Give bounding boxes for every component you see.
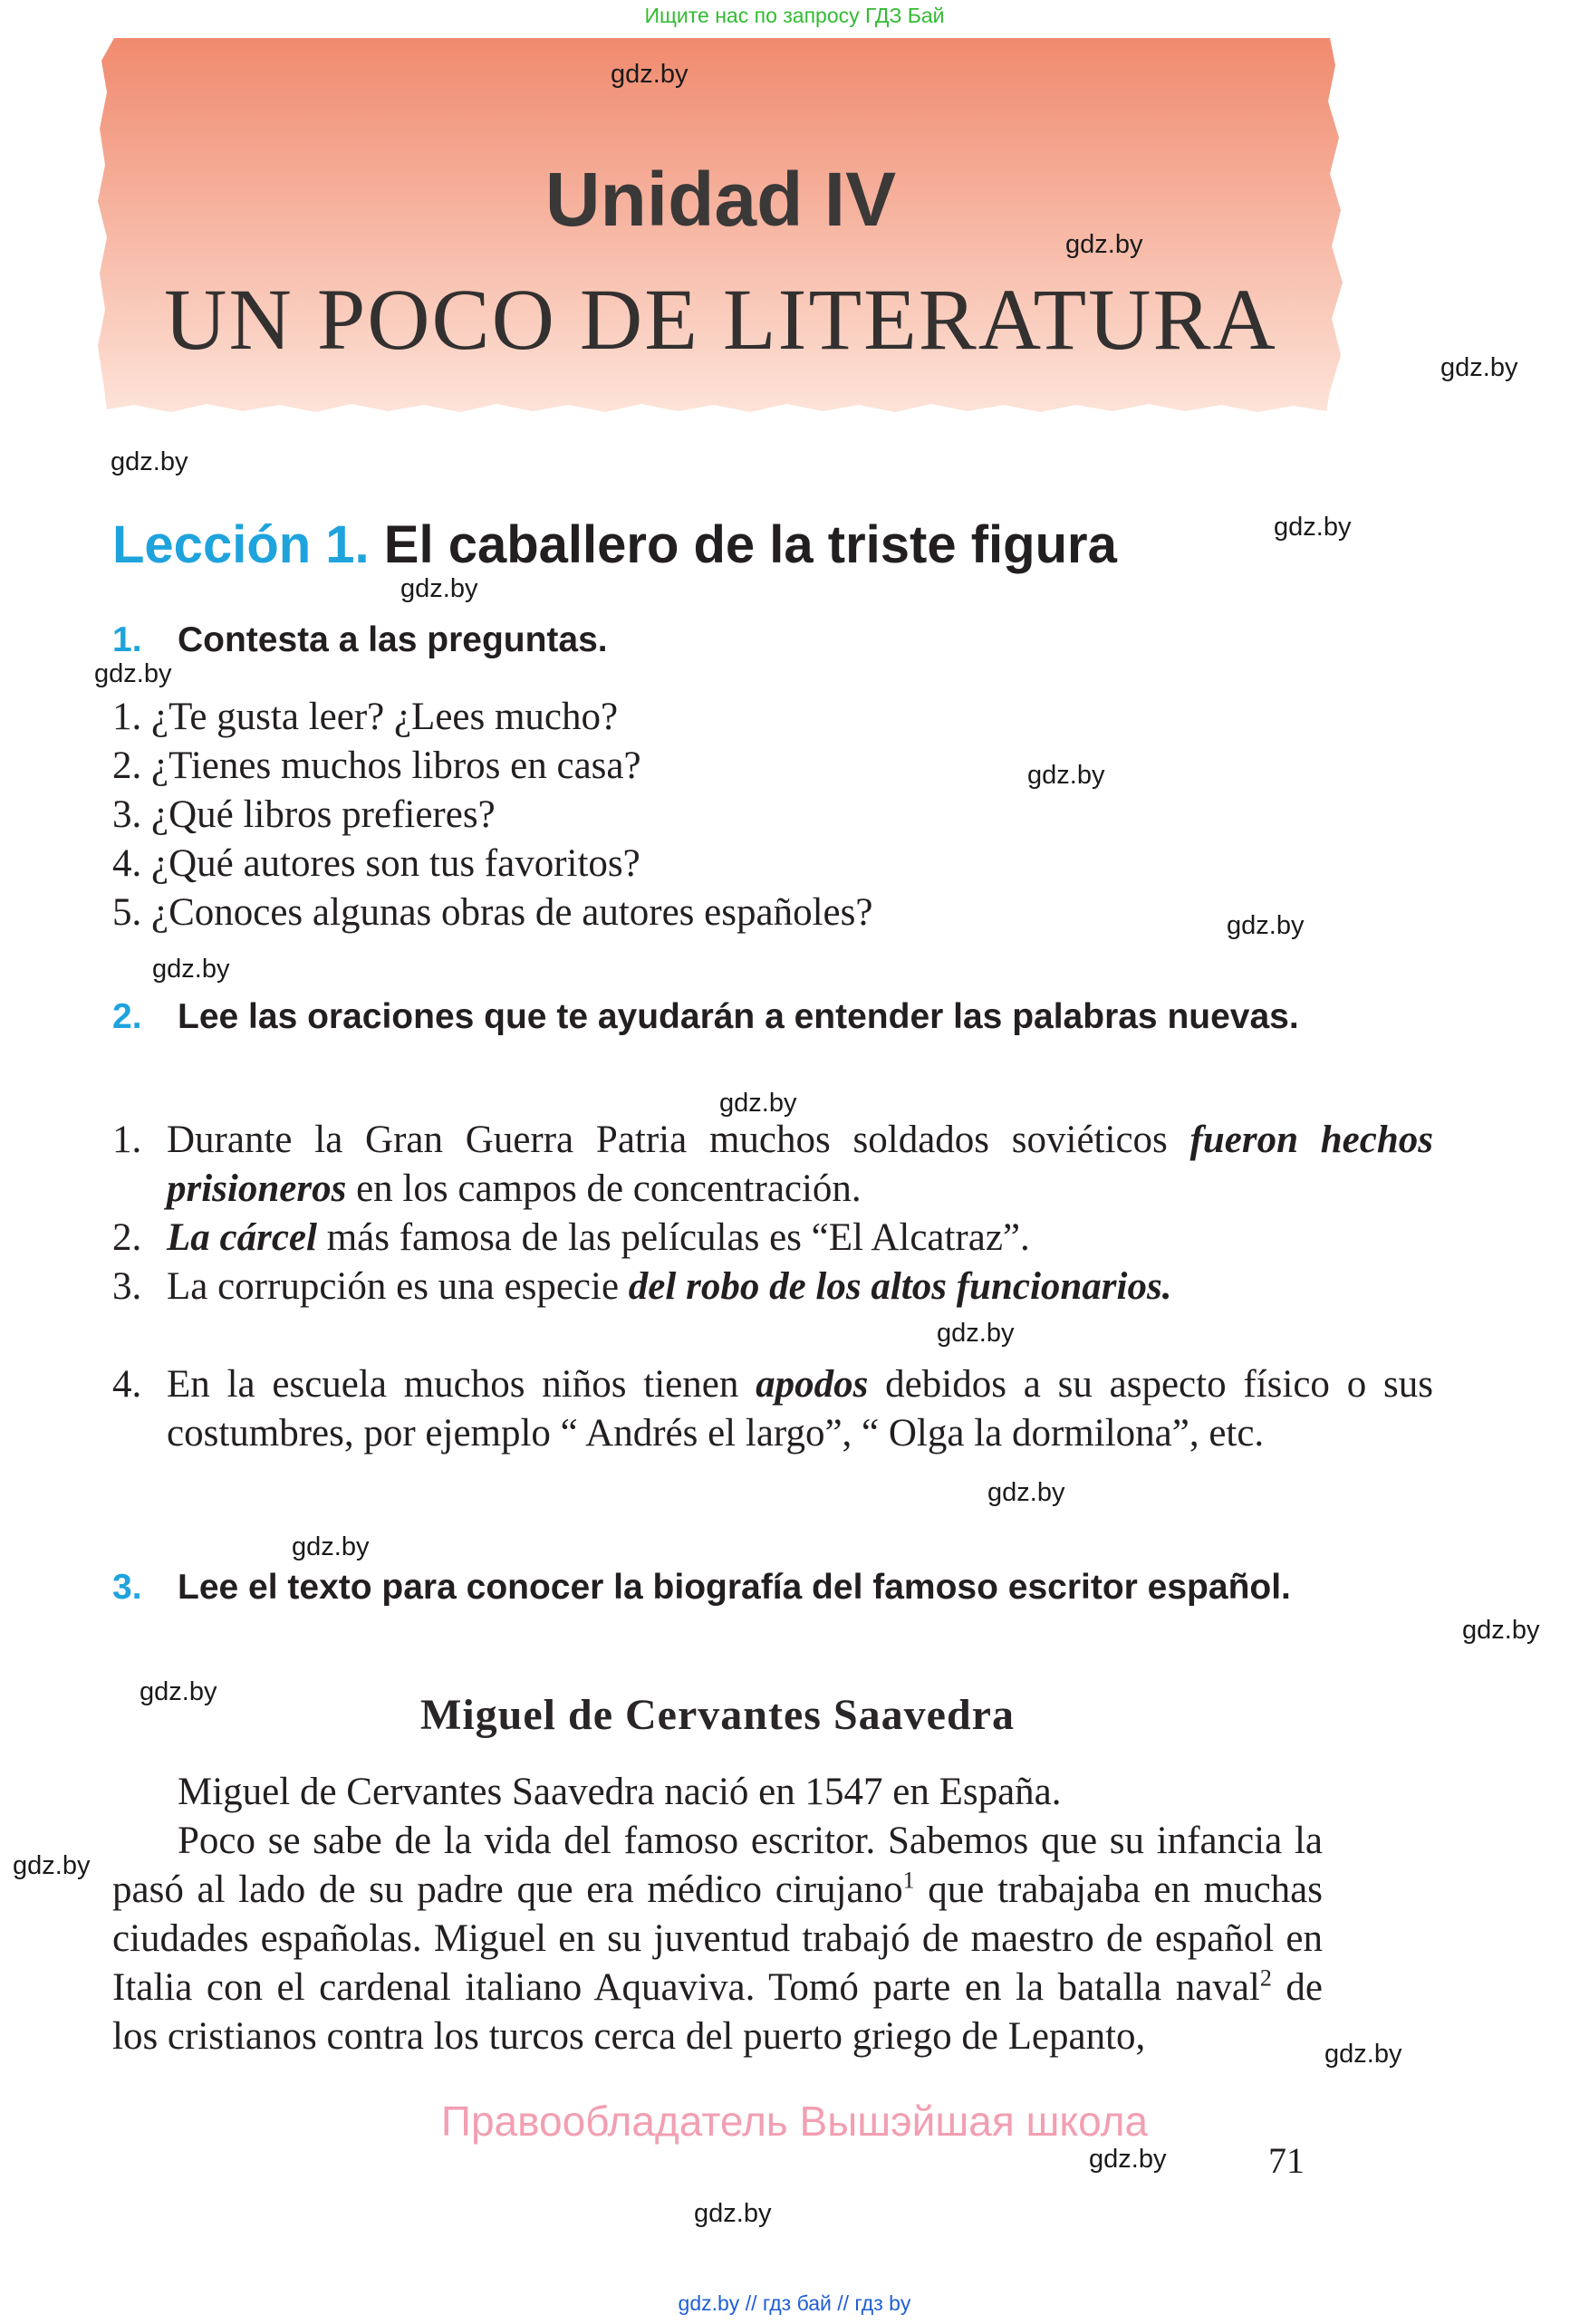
item-emphasis: apodos [756, 1363, 869, 1406]
item-text: más famosa de las películas es “El Alcatraz”. [316, 1216, 1030, 1259]
question-4: 4. ¿Qué autores son tus favoritos? [112, 842, 640, 885]
footer-links[interactable]: gdz.by // гдз бай // гдз by [678, 2291, 911, 2315]
text-heading: Miguel de Cervantes Saavedra [420, 1691, 1015, 1739]
page-number: 71 [1268, 2140, 1305, 2181]
question-3: 3. ¿Qué libros prefieres? [112, 793, 496, 836]
watermark: gdz.by [1440, 353, 1518, 382]
task-number: 1. [112, 620, 142, 659]
watermark: gdz.by [1274, 513, 1352, 542]
item-number: 2. [112, 1216, 142, 1259]
watermark: gdz.by [1462, 1616, 1540, 1645]
top-note[interactable]: Ищите нас по запросу ГДЗ Бай [644, 4, 945, 27]
lesson-number: Lección 1. [112, 515, 370, 574]
task-number: 2. [112, 997, 142, 1036]
item-number: 4. [112, 1363, 142, 1406]
item-text: debidos a su aspecto físico o sus costumbres, por ejemplo “ Andrés el largo”, “ Olga la dormilona”, etc. [167, 1363, 1433, 1455]
task-instruction: Contesta a las preguntas. [178, 620, 608, 659]
paragraph-text: de los cristianos contra los turcos cerca del puerto griego de Lepanto, [112, 1966, 1323, 2058]
task-instruction: Lee las oraciones que te ayudarán a entender las palabras nuevas. [178, 997, 1299, 1036]
sentence-item [112, 1360, 1435, 1509]
question-2: 2. ¿Tienes muchos libros en casa? [112, 744, 641, 787]
watermark: gdz.by [152, 955, 230, 984]
task-1 [112, 618, 1444, 663]
paragraph-text: Poco se sabe de la vida del famoso escritor. Sabemos que su infancia la pasó al lado de su padre que era médico cirujano [112, 1820, 1323, 1911]
item-number: 3. [112, 1265, 142, 1308]
question-1: 1. ¿Te gusta leer? ¿Lees mucho? [112, 696, 619, 738]
item-number: 1. [112, 1119, 142, 1161]
footnote-marker[interactable]: 1 [902, 1867, 915, 1894]
lesson-heading [112, 514, 1117, 575]
unit-subtitle: UN POCO DE LITERATURA [164, 271, 1277, 368]
lesson-title: El caballero de la triste figura [383, 515, 1117, 574]
item-emphasis: La cárcel [167, 1216, 317, 1259]
sentence-item [112, 1214, 1435, 1264]
paragraph-text: que trabajaba en muchas ciudades españolas. Miguel en su juventud trabajó de maestro de español en Italia con el cardenal italiano Aquaviva. Tomó parte en la batalla naval [112, 1868, 1324, 2009]
sentence-item [112, 1263, 1435, 1362]
watermark: gdz.by [140, 1677, 217, 1706]
task-number: 3. [112, 1568, 142, 1607]
footnote-marker[interactable]: 2 [1259, 1964, 1272, 1992]
item-text: En la escuela muchos niños tienen [167, 1363, 756, 1406]
unit-title: Unidad IV [544, 157, 897, 242]
watermark: gdz.by [719, 1089, 797, 1118]
watermark: gdz.by [937, 1319, 1015, 1348]
item-text: Durante la Gran Guerra Patria muchos soldados soviéticos [167, 1119, 1190, 1161]
paragraph-1: Miguel de Cervantes Saavedra nació en 1547 en España. [178, 1771, 1062, 1813]
watermark: gdz.by [13, 1851, 91, 1880]
watermark: gdz.by [987, 1478, 1065, 1507]
watermark: gdz.by [611, 60, 689, 89]
task-2 [112, 994, 1444, 1085]
watermark: gdz.by [694, 2199, 772, 2228]
paragraph-2 [112, 1817, 1323, 2061]
sentence-item [112, 1116, 1435, 1215]
item-emphasis: fueron hechos prisioneros [167, 1119, 1434, 1210]
watermark: gdz.by [111, 447, 188, 476]
item-text: La corrupción es una especie [167, 1265, 629, 1308]
task-3 [112, 1565, 1444, 1656]
watermark: gdz.by [1227, 911, 1305, 940]
item-text: en los campos de concentración. [346, 1167, 862, 1210]
watermark: gdz.by [400, 574, 478, 603]
watermark: gdz.by [1324, 2040, 1402, 2069]
watermark: gdz.by [1089, 2145, 1167, 2174]
question-5: 5. ¿Conoces algunas obras de autores españoles? [112, 891, 873, 934]
task-instruction: Lee el texto para conocer la biografía del famoso escritor español. [178, 1568, 1291, 1607]
watermark: gdz.by [292, 1532, 370, 1561]
watermark: gdz.by [1027, 761, 1105, 790]
watermark: gdz.by [94, 659, 172, 688]
watermark: gdz.by [1065, 230, 1143, 259]
unit-banner [98, 38, 1343, 414]
item-emphasis: del robo de los altos funcionarios. [628, 1265, 1172, 1308]
copyright-watermark: Правообладатель Вышэйшая школа [440, 2098, 1149, 2145]
